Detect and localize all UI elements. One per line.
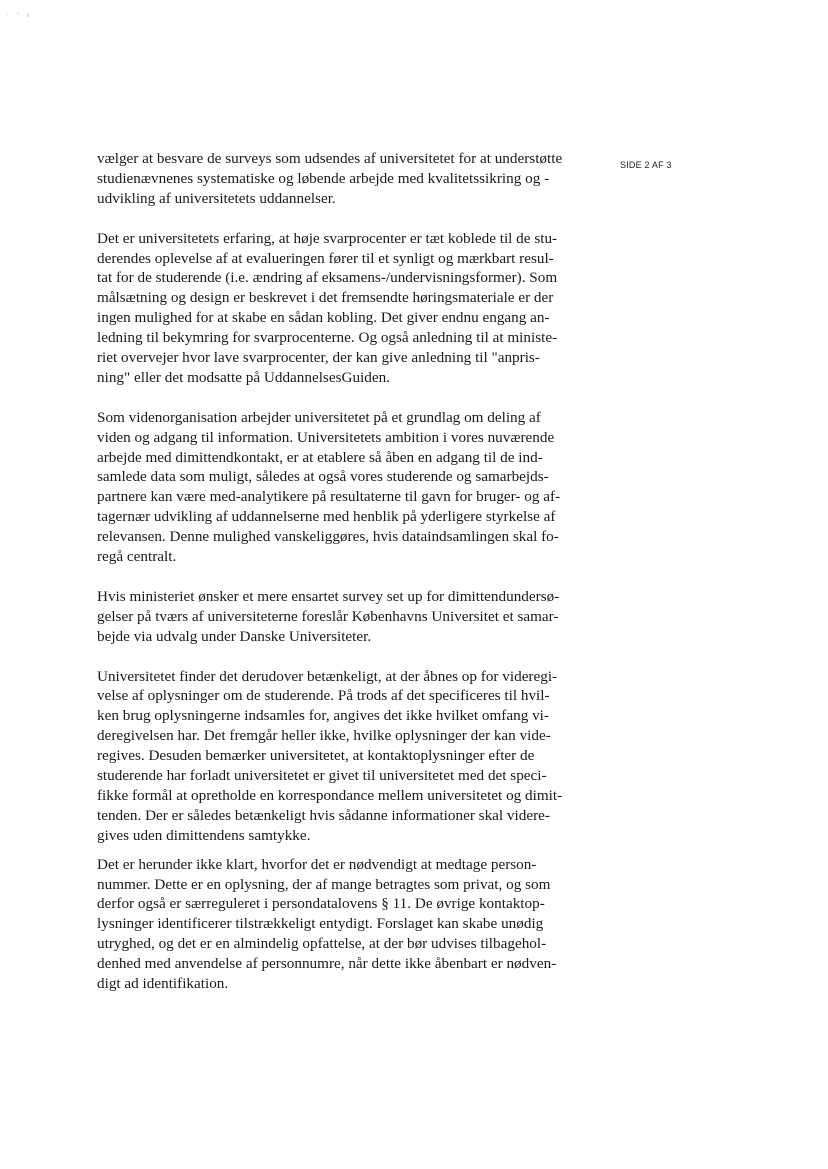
- text-line: deregivelsen har. Det fremgår heller ikke, hvilke oplysninger der kan vide-: [97, 727, 551, 745]
- text-line: Som videnorganisation arbejder universitetet på et grundlag om deling af: [97, 408, 541, 426]
- text-line: nummer. Dette er en oplysning, der af mange betragtes som privat, og som: [97, 875, 551, 893]
- text-line: fikke formål at opretholde en korrespondance mellem universitetet og dimit-: [97, 786, 563, 804]
- text-line: denhed med anvendelse af personnumre, når dette ikke åbenbart er nødven-: [97, 955, 557, 973]
- paragraph-surveys: [97, 149, 587, 209]
- text-line: Universitetet finder det derudover betænkeligt, at der åbnes op for videregi-: [97, 667, 558, 685]
- text-line: målsætning og design er beskrevet i det fremsendte høringsmateriale er der: [97, 289, 554, 307]
- text-line: studienævnenes systematiske og løbende arbejde med kvalitetssikring og -: [97, 169, 550, 187]
- text-line: regives. Desuden bemærker universitetet, at kontaktoplysninger efter de: [97, 747, 535, 765]
- paragraph-knowledge-sharing: [97, 408, 587, 567]
- text-line: ingen mulighed for at skabe en sådan kobling. Det giver endnu engang an-: [97, 309, 550, 327]
- page-number: SIDE 2 AF 3: [620, 160, 672, 170]
- paragraph-response-rates: [97, 229, 587, 388]
- text-line: partnere kan være med-analytikere på resultaterne til gavn for bruger- og af-: [97, 488, 561, 506]
- text-line: ken brug oplysningerne indsamles for, angives det ikke hvilket omfang vi-: [97, 707, 549, 725]
- text-line: regå centralt.: [97, 548, 177, 566]
- text-line: arbejde med dimittendkontakt, er at etablere så åben en adgang til de ind-: [97, 448, 543, 466]
- text-line: udvikling af universitetets uddannelser.: [97, 189, 336, 207]
- text-line: lysninger identificerer tilstrækkeligt entydigt. Forslaget kan skabe unødig: [97, 915, 544, 933]
- text-line: viden og adgang til information. Universitetets ambition i vores nuværende: [97, 428, 555, 446]
- text-line: tat for de studerende (i.e. ændring af eksamens-/undervisningsformer). Som: [97, 269, 558, 287]
- text-line: samlede data som muligt, således at også vores studerende og samarbejds-: [97, 468, 549, 486]
- text-line: gelser på tværs af universiteterne foreslår Københavns Universitet et samar-: [97, 607, 559, 625]
- text-line: velse af oplysninger om de studerende. På trods af det specificeres til hvil-: [97, 687, 550, 705]
- paragraph-cpr-number: [97, 855, 587, 994]
- text-line: derendes oplevelse af at evalueringen fører til et synligt og mærkbart resul-: [97, 249, 554, 267]
- text-line: studerende har forladt universitetet er givet til universitetet med det speci-: [97, 767, 547, 785]
- text-line: Det er herunder ikke klart, hvorfor det er nødvendigt at medtage person-: [97, 855, 537, 873]
- letter-body: [97, 149, 587, 1014]
- text-line: riet overvejer hvor lave svarprocenter, der kan give anledning til "anpris-: [97, 349, 540, 367]
- text-line: ledning til bekymring for svarprocenterne. Og også anledning til at ministe-: [97, 329, 558, 347]
- paragraph-collaboration: [97, 587, 587, 647]
- text-line: gives uden dimittendens samtykke.: [97, 826, 311, 844]
- text-line: utryghed, og det er en almindelig opfattelse, at der bør udvises tilbagehol-: [97, 935, 547, 953]
- text-line: digt ad identifikation.: [97, 975, 229, 993]
- text-line: vælger at besvare de surveys som udsendes af universitetet for at understøtte: [97, 150, 563, 167]
- scan-artifact: · ᵛ ɪ: [6, 10, 33, 19]
- text-line: Det er universitetets erfaring, at høje svarprocenter er tæt koblede til de stu-: [97, 229, 558, 247]
- text-line: ning" eller det modsatte på UddannelsesGuiden.: [97, 368, 390, 386]
- text-line: tenden. Der er således betænkeligt hvis sådanne informationer skal videre-: [97, 806, 550, 824]
- text-line: Hvis ministeriet ønsker et mere ensartet survey set up for dimittendundersø-: [97, 587, 560, 605]
- paragraph-data-disclosure: [97, 667, 587, 846]
- text-line: derfor også er særreguleret i persondatalovens § 11. De øvrige kontaktop-: [97, 895, 545, 913]
- text-line: relevansen. Denne mulighed vanskeliggøres, hvis dataindsamlingen skal fo-: [97, 528, 559, 546]
- text-line: tagernær udvikling af uddannelserne med henblik på yderligere styrkelse af: [97, 508, 556, 526]
- text-line: bejde via udvalg under Danske Universiteter.: [97, 627, 372, 645]
